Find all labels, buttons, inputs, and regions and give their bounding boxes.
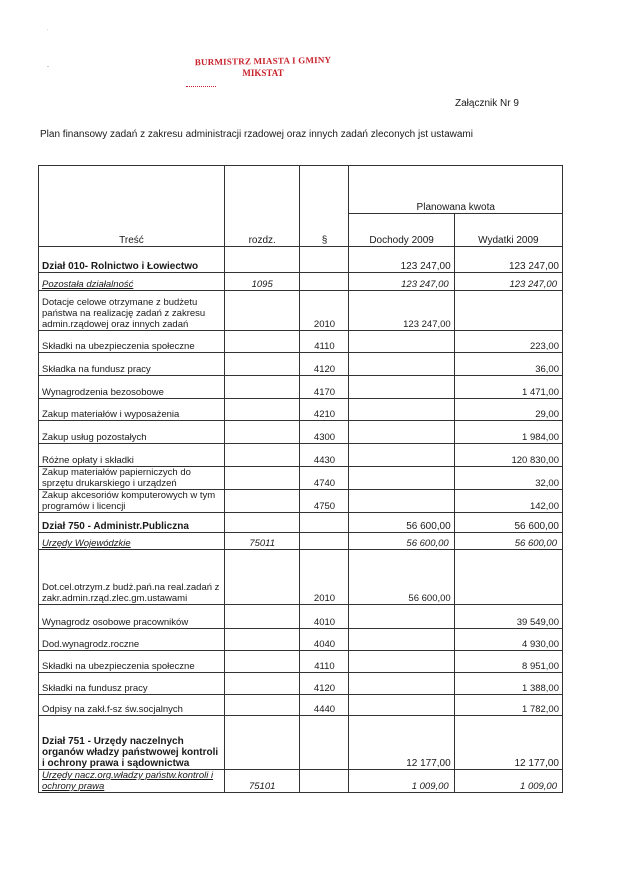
row-description (39, 444, 225, 467)
row-income (349, 353, 454, 376)
header-expense: Wydatki 2009 (454, 214, 562, 247)
row-expense-text: 142,00 (529, 501, 559, 512)
row-description (39, 331, 225, 353)
table-row (39, 651, 563, 673)
row-income (349, 490, 454, 513)
row-description-text: Różne opłaty i składki (42, 455, 134, 466)
table-row (39, 291, 563, 331)
row-chapter (224, 533, 300, 550)
row-paragraph-text: 4430 (313, 455, 336, 466)
row-paragraph (300, 399, 349, 421)
row-paragraph-text: 4040 (313, 639, 336, 650)
row-income (349, 399, 454, 421)
row-description (39, 467, 225, 490)
row-paragraph-text: 4110 (314, 341, 335, 352)
row-chapter (224, 513, 300, 533)
row-paragraph (300, 605, 349, 629)
attachment-label: Załącznik Nr 9 (455, 98, 519, 109)
row-description-text: Zakup materiałów papierniczych do sprzętu drukarskiego i urządzeń (42, 467, 191, 489)
table-row (39, 331, 563, 353)
row-income-text: 56 600,00 (408, 593, 451, 604)
row-description-text: Zakup materiałów i wyposażenia (42, 409, 180, 420)
row-expense-text: 1 471,00 (522, 387, 559, 398)
table-row (39, 444, 563, 467)
row-expense (454, 513, 562, 533)
row-chapter (224, 605, 300, 629)
row-income-text: 56 600,00 (406, 538, 449, 549)
row-expense-text: 12 177,00 (514, 758, 559, 769)
row-income-text: 123 247,00 (400, 261, 451, 272)
row-description (39, 399, 225, 421)
row-paragraph-text: 4010 (313, 617, 336, 628)
row-expense-text: 36,00 (535, 364, 559, 375)
row-income (349, 629, 454, 651)
table-row (39, 467, 563, 490)
row-paragraph (300, 651, 349, 673)
row-expense (454, 467, 562, 490)
row-chapter (224, 273, 300, 291)
row-paragraph (300, 247, 349, 273)
row-expense (454, 770, 562, 793)
row-income (349, 376, 454, 399)
row-chapter (224, 550, 300, 605)
header-income: Dochody 2009 (349, 214, 454, 247)
official-stamp (178, 56, 348, 78)
row-chapter (224, 247, 300, 273)
stamp-signature-mark (186, 80, 216, 87)
table-row (39, 353, 563, 376)
row-chapter-text: 75101 (248, 781, 276, 792)
row-description (39, 605, 225, 629)
row-description (39, 770, 225, 793)
row-description (39, 513, 225, 533)
table-row (39, 695, 563, 716)
row-description (39, 695, 225, 716)
row-income-text: 56 600,00 (406, 521, 451, 532)
row-paragraph (300, 513, 349, 533)
row-paragraph (300, 444, 349, 467)
row-chapter (224, 467, 300, 490)
row-paragraph (300, 353, 349, 376)
row-income (349, 247, 454, 273)
document-title: Plan finansowy zadań z zakresu administracji rzadowej oraz innych zadań zleconych jst ustawami (40, 129, 473, 140)
row-expense (454, 605, 562, 629)
row-description (39, 629, 225, 651)
row-description (39, 673, 225, 695)
row-paragraph (300, 376, 349, 399)
row-expense-text: 123 247,00 (509, 279, 557, 290)
row-income (349, 673, 454, 695)
row-expense-text: 39 549,00 (516, 617, 559, 628)
row-description (39, 533, 225, 550)
row-description-text: Pozostała działalność (42, 279, 134, 290)
row-paragraph (300, 695, 349, 716)
row-description (39, 651, 225, 673)
row-chapter (224, 629, 300, 651)
row-income (349, 533, 454, 550)
row-chapter (224, 716, 300, 770)
row-expense (454, 421, 562, 444)
row-description-text: Odpisy na zakł.f-sz św.socjalnych (42, 704, 183, 715)
row-expense (454, 273, 562, 291)
row-expense (454, 550, 562, 605)
row-income-text: 1 009,00 (411, 781, 449, 792)
row-paragraph (300, 533, 349, 550)
row-chapter (224, 331, 300, 353)
row-chapter-text: 1095 (251, 279, 273, 290)
row-chapter (224, 376, 300, 399)
row-income-text: 123 247,00 (401, 279, 449, 290)
row-paragraph-text: 2010 (313, 593, 336, 604)
row-expense (454, 490, 562, 513)
row-description-text: Dział 750 - Administr.Publiczna (42, 521, 189, 532)
table-row (39, 247, 563, 273)
row-paragraph (300, 273, 349, 291)
row-paragraph-text: 4440 (313, 704, 336, 715)
row-income (349, 421, 454, 444)
row-chapter (224, 444, 300, 467)
row-paragraph (300, 716, 349, 770)
row-expense-text: 4 930,00 (522, 639, 559, 650)
row-expense (454, 291, 562, 331)
row-description (39, 291, 225, 331)
row-paragraph-text: 4300 (313, 432, 336, 443)
row-paragraph (300, 770, 349, 793)
header-tresc: Treść (39, 166, 225, 247)
row-paragraph-text: 4210 (313, 409, 336, 420)
row-description (39, 273, 225, 291)
row-description-text: Dotacje celowe otrzymane z budżetu państwa na realizację zadań z zakresu admin.rządowej oraz innych zadań (42, 297, 206, 330)
row-expense-text: 1 984,00 (522, 432, 559, 443)
row-description-text: Wynagrodz osobowe pracowników (42, 617, 189, 628)
row-description (39, 490, 225, 513)
row-chapter (224, 421, 300, 444)
row-description-text: Dot.cel.otrzym.z budż.pań.na real.zadań z zakr.admin.rząd.zlec.gm.ustawami (42, 582, 220, 604)
row-income (349, 513, 454, 533)
row-description-text: Urzędy Wojewódzkie (42, 538, 131, 549)
table-row (39, 716, 563, 770)
stamp-line-2: MIKSTAT (242, 68, 284, 78)
row-expense (454, 673, 562, 695)
row-expense-text: 1 782,00 (522, 704, 559, 715)
row-paragraph (300, 673, 349, 695)
table-row (39, 421, 563, 444)
row-expense (454, 331, 562, 353)
row-paragraph-text: 2010 (313, 319, 336, 330)
table-row (39, 533, 563, 550)
row-expense-text: 223,00 (529, 341, 559, 352)
row-description (39, 353, 225, 376)
row-expense (454, 695, 562, 716)
row-description-text: Zakup usług pozostałych (42, 432, 147, 443)
row-description-text: Urzędy nacz.org.władzy państw.kontroli i ochrony prawa (42, 770, 214, 792)
row-chapter-text: 75011 (249, 538, 276, 549)
row-expense-text: 29,00 (535, 409, 559, 420)
row-expense-text: 120 830,00 (511, 455, 559, 466)
row-expense-text: 56 600,00 (514, 521, 559, 532)
table-row (39, 605, 563, 629)
row-income (349, 695, 454, 716)
row-paragraph-text: 4740 (313, 478, 336, 489)
table-row (39, 490, 563, 513)
table-row (39, 770, 563, 793)
row-income (349, 770, 454, 793)
row-description (39, 247, 225, 273)
row-expense (454, 399, 562, 421)
table-body (39, 247, 563, 793)
row-expense (454, 533, 562, 550)
stamp-line-1: BURMISTRZ MIASTA I GMINY (194, 54, 332, 68)
row-income (349, 550, 454, 605)
row-expense (454, 376, 562, 399)
row-paragraph-text: 4120 (313, 683, 336, 694)
table-row (39, 550, 563, 605)
header-paragraph: § (300, 166, 349, 247)
row-expense (454, 353, 562, 376)
row-chapter (224, 695, 300, 716)
row-description (39, 421, 225, 444)
table-row (39, 273, 563, 291)
row-paragraph (300, 490, 349, 513)
row-income (349, 716, 454, 770)
row-description-text: Zakup akcesoriów komputerowych w tym programów i licencji (42, 490, 216, 512)
row-description-text: Składki na ubezpieczenia społeczne (42, 661, 195, 672)
row-description (39, 376, 225, 399)
financial-plan-table (38, 165, 563, 793)
row-description-text: Składki na ubezpieczenia społeczne (42, 341, 195, 352)
row-expense-text: 56 600,00 (514, 538, 557, 549)
row-description-text: Składka na fundusz pracy (42, 364, 151, 375)
row-paragraph (300, 291, 349, 331)
row-income (349, 605, 454, 629)
row-paragraph-text: 4170 (313, 387, 336, 398)
row-description (39, 550, 225, 605)
row-chapter (224, 353, 300, 376)
row-paragraph (300, 331, 349, 353)
row-expense-text: 123 247,00 (508, 261, 559, 272)
row-paragraph (300, 629, 349, 651)
row-income-text: 12 177,00 (406, 758, 451, 769)
row-description-text: Dział 010- Rolnictwo i Łowiectwo (42, 261, 199, 272)
row-income (349, 651, 454, 673)
row-income (349, 331, 454, 353)
row-income (349, 444, 454, 467)
row-expense (454, 444, 562, 467)
row-chapter (224, 490, 300, 513)
row-expense-text: 1 388,00 (522, 683, 559, 694)
row-expense (454, 716, 562, 770)
row-income-text: 123 247,00 (403, 319, 451, 330)
header-rozdz: rozdz. (224, 166, 300, 247)
row-description-text: Dział 751 - Urzędy naczelnych organów władzy państwowej kontroli i ochrony prawa i sądownictwa (42, 736, 219, 769)
row-income (349, 273, 454, 291)
row-paragraph (300, 421, 349, 444)
row-expense-text: 32,00 (535, 478, 559, 489)
table-row (39, 629, 563, 651)
row-paragraph-text: 4120 (313, 364, 336, 375)
scan-speck: - (47, 64, 49, 70)
row-chapter (224, 291, 300, 331)
row-chapter (224, 651, 300, 673)
row-description-text: Wynagrodzenia bezosobowe (42, 387, 164, 398)
row-expense-text: 8 951,00 (522, 661, 559, 672)
row-description-text: Składki na fundusz pracy (42, 683, 148, 694)
scan-speck: ˙ (47, 30, 49, 36)
row-income (349, 467, 454, 490)
row-expense (454, 247, 562, 273)
row-paragraph (300, 467, 349, 490)
row-description (39, 716, 225, 770)
row-expense-text: 1 009,00 (520, 781, 557, 792)
row-paragraph-text: 4750 (313, 501, 336, 512)
row-expense (454, 651, 562, 673)
table-row (39, 513, 563, 533)
row-expense (454, 629, 562, 651)
row-income (349, 291, 454, 331)
header-planned-amount: Planowana kwota (349, 166, 563, 214)
table-row (39, 376, 563, 399)
row-chapter (224, 399, 300, 421)
row-chapter (224, 770, 300, 793)
row-chapter (224, 673, 300, 695)
row-description-text: Dod.wynagrodz.roczne (42, 639, 140, 650)
table-row (39, 399, 563, 421)
row-paragraph (300, 550, 349, 605)
row-paragraph-text: 4110 (314, 661, 335, 672)
table-row (39, 673, 563, 695)
